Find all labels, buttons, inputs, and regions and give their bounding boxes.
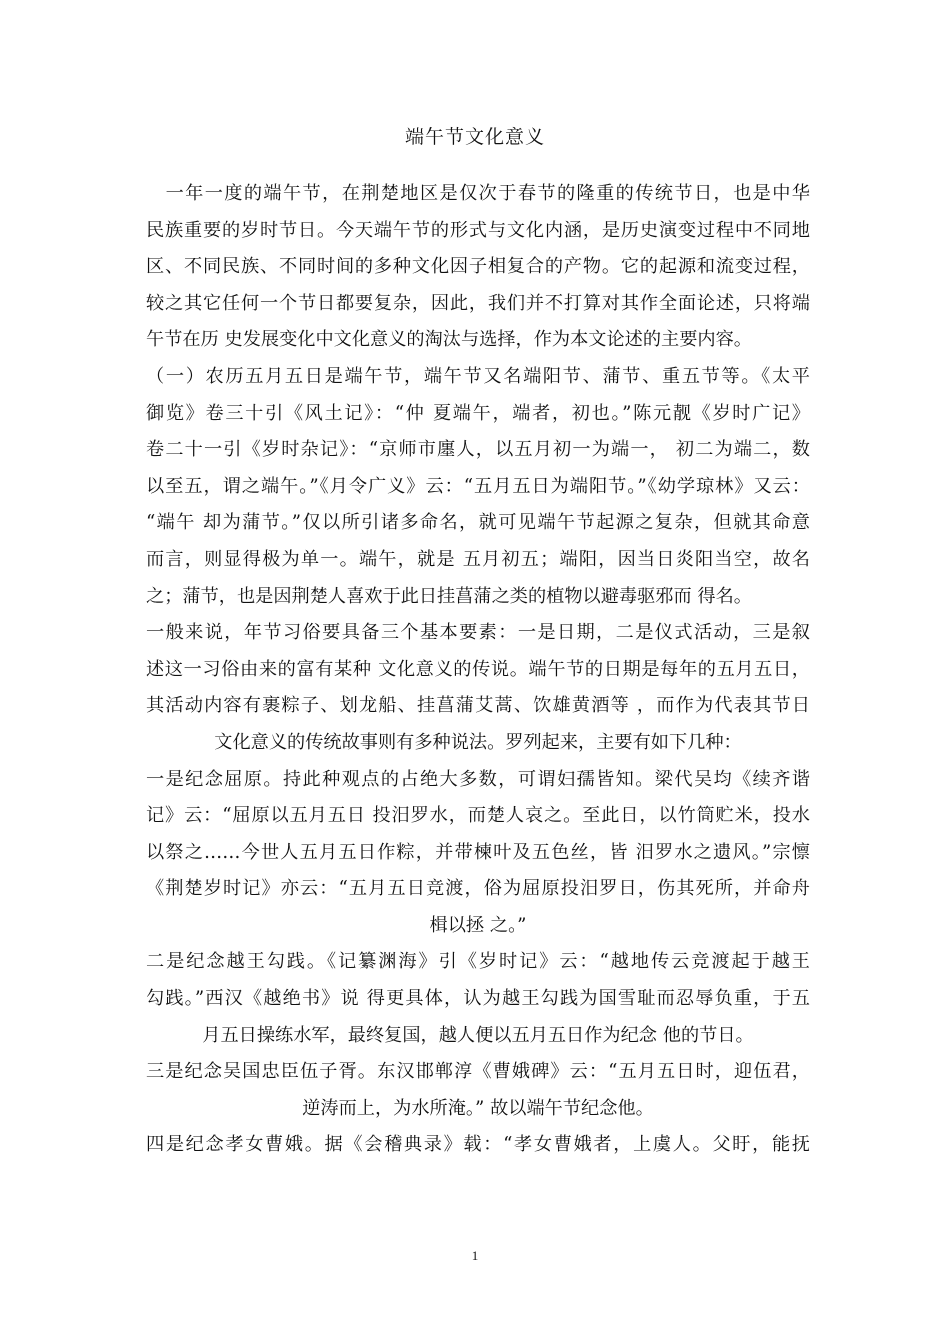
body-line: 其活动内容有裹粽子、划龙船、挂菖蒲艾蒿、饮雄黄酒等 ，而作为代表其节日	[146, 695, 810, 717]
body-line: 文化意义的传统故事则有多种说法。罗列起来，主要有如下几种：	[214, 731, 742, 753]
body-line: 勾践。”西汉《越绝书》说 得更具体，认为越王勾践为国雪耻而忍辱负重，于五	[146, 988, 810, 1010]
document-title: 端午节文化意义	[404, 126, 545, 148]
body-line: 记》云：“屈原以五月五日 投汨罗水，而楚人哀之。至此日，以竹筒贮米，投水	[146, 805, 810, 827]
body-line: 以至五，谓之端午。”《月令广义》云：“五月五日为端阳节。”《幼学琼林》又云：	[146, 475, 810, 497]
body-line: 二是纪念越王勾践。《记纂渊海》引《岁时记》云：“越地传云竞渡起于越王	[146, 951, 810, 973]
body-line: 三是纪念吴国忠臣伍子胥。东汉邯郸淳《曹娥碑》云：“五月五日时，迎伍君，	[146, 1061, 810, 1083]
body-line: 一般来说，年节习俗要具备三个基本要素：一是日期，二是仪式活动，三是叙	[146, 622, 810, 644]
body-line: 之；蒲节，也是因荆楚人喜欢于此日挂菖蒲之类的植物以避毒驱邪而 得名。	[146, 585, 752, 607]
page-number: 1	[471, 1248, 479, 1263]
body-line: （一）农历五月五日是端午节，端午节又名端阳节、蒲节、重五节等。《太平	[146, 365, 810, 387]
body-line: 《荆楚岁时记》亦云：“五月五日竞渡，俗为屈原投汨罗日，伤其死所，并命舟	[146, 878, 810, 900]
body-line: 一年一度的端午节，在荆楚地区是仅次于春节的隆重的传统节日，也是中华	[146, 183, 810, 204]
body-line: 较之其它任何一个节日都要复杂，因此，我们并不打算对其作全面论述，只将端	[146, 292, 810, 314]
body-line: 四是纪念孝女曹娥。据《会稽典录》载：“孝女曹娥者，上虞人。父盱，能抚	[146, 1134, 810, 1156]
document-body	[146, 176, 810, 1164]
body-line: 民族重要的岁时节日。今天端午节的形式与文化内涵，是历史演变过程中不同地	[146, 219, 810, 241]
body-line: 月五日操练水军，最终复国，越人便以五月五日作为纪念 他的节日。	[202, 1024, 754, 1046]
body-line: 御览》卷三十引《风土记》：“仲 夏端午，端者，初也。”陈元靓《岁时广记》	[146, 402, 810, 424]
body-line: 逆涛而上，为水所淹。” 故以端午节纪念他。	[302, 1097, 654, 1119]
body-line: 述这一习俗由来的富有某种 文化意义的传说。端午节的日期是每年的五月五日，	[146, 658, 810, 680]
body-line: 以祭之……今世人五月五日作粽，并带楝叶及五色丝，皆 汨罗水之遗风。”宗懔	[146, 841, 810, 863]
body-line: 卷二十一引《岁时杂记》：“京师市廛人，以五月初一为端一， 初二为端二，数	[146, 439, 810, 461]
body-line: 而言，则显得极为单一。端午，就是 五月初五；端阳，因当日炎阳当空，故名	[146, 548, 810, 570]
body-line: 一是纪念屈原。持此种观点的占绝大多数，可谓妇孺皆知。梁代吴均《续齐谐	[146, 768, 810, 790]
body-line: “端午 却为蒲节。”仅以所引诸多命名，就可见端午节起源之复杂，但就其命意	[146, 512, 810, 534]
body-line: 区、不同民族、不同时间的多种文化因子相复合的产物。它的起源和流变过程，	[146, 256, 810, 278]
body-line: 楫以拯 之。”	[429, 914, 527, 936]
body-line: 午节在历 史发展变化中文化意义的淘汰与选择，作为本文论述的主要内容。	[146, 329, 752, 351]
